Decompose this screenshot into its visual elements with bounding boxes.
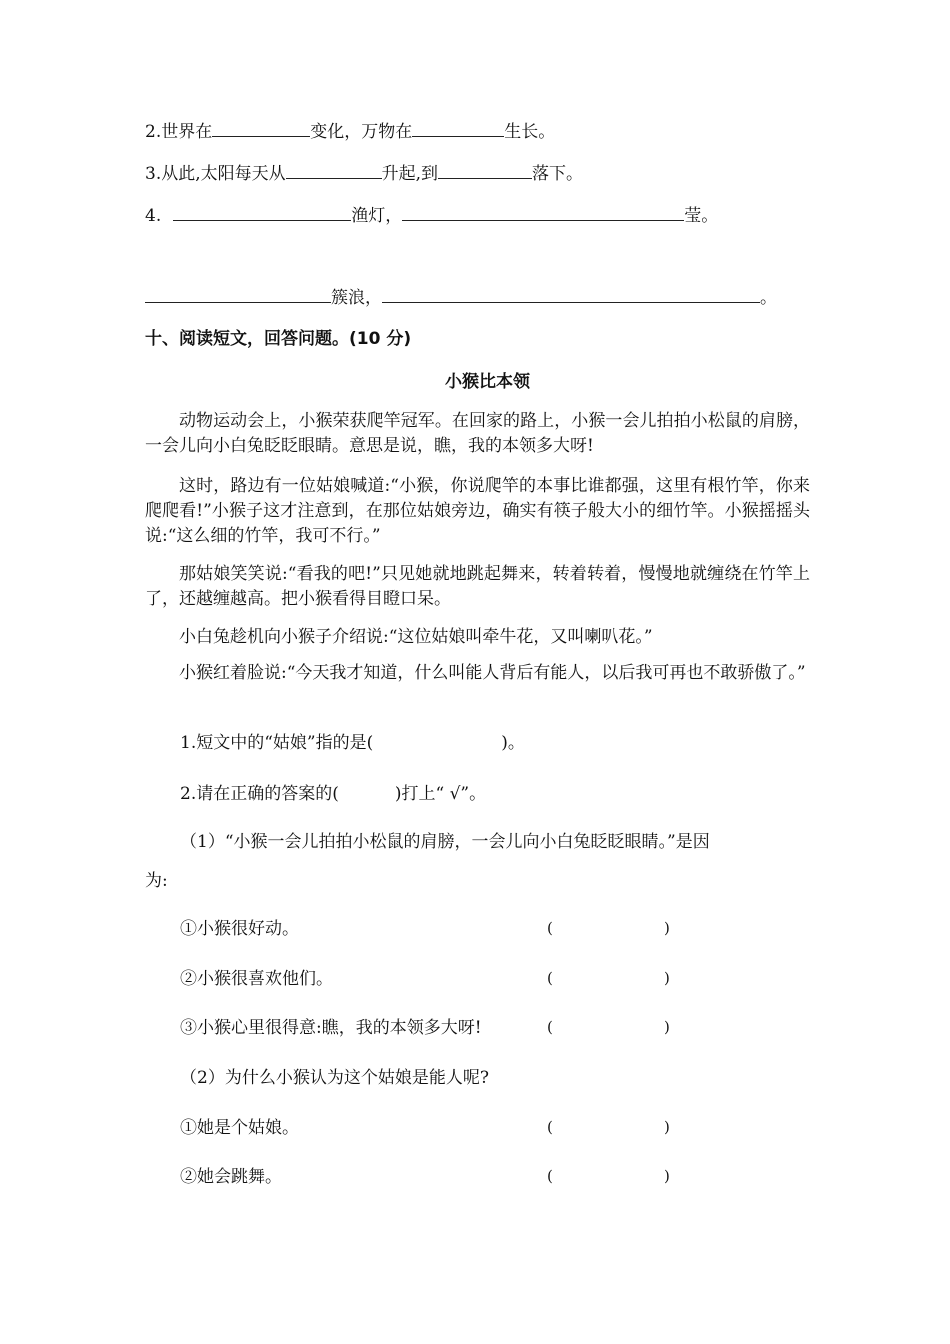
fill-blank-q3 — [145, 160, 583, 187]
q4-part4: 。 — [760, 288, 777, 308]
section-heading: 十、阅读短文，回答问题。(10 分) — [145, 329, 412, 349]
q1-suffix: )。 — [501, 733, 525, 753]
passage-paragraph: 那姑娘笑笑说:“看我的吧!”只见她就地跳起舞来，转着转着，慢慢地就缠绕在竹竿上了，还越缠越高。把小猴看得目瞪口呆。 — [145, 564, 810, 609]
q2-part3: 生长。 — [504, 122, 556, 142]
passage-title: 小猴比本领 — [445, 372, 530, 392]
option-item: ②小猴很喜欢他们。 — [180, 969, 333, 989]
question-1 — [180, 730, 525, 756]
sub-question-2: （2）为什么小猴认为这个姑娘是能人呢? — [180, 1068, 489, 1088]
q1-prefix: 1.短文中的“姑娘”指的是( — [180, 733, 374, 753]
q3-part2: 升起,到 — [381, 164, 439, 184]
q4-part2: 莹。 — [684, 206, 719, 226]
paren-open[interactable]: ( — [547, 1167, 553, 1185]
paren-open[interactable]: ( — [547, 1018, 553, 1036]
passage-paragraph: 这时，路边有一位姑娘喊道:“小猴，你说爬竿的本事比谁都强，这里有根竹竿，你来爬爬看!”小猴子这才注意到，在那位姑娘旁边，确实有筷子般大小的细竹竿。小猴摇摇头说:“这么细的竹竿，我可不行。” — [145, 476, 810, 546]
answer-blank[interactable] — [145, 284, 331, 303]
answer-blank[interactable] — [286, 160, 382, 179]
passage-paragraph: 小白兔趁机向小猴子介绍说:“这位姑娘叫牵牛花，又叫喇叭花。” — [179, 627, 653, 647]
option-item: ①小猴很好动。 — [180, 919, 299, 939]
q2-number: 2. — [145, 122, 162, 142]
q4-part1: 渔灯， — [351, 206, 403, 226]
q2-prefix: 2.请在正确的答案的( — [180, 784, 339, 804]
sub-question-1: （1）“小猴一会儿拍拍小松鼠的肩膀，一会儿向小白兔眨眨眼睛。”是因 — [180, 832, 710, 852]
question-2 — [180, 781, 486, 807]
fill-blank-q4 — [145, 202, 718, 229]
answer-blank[interactable] — [438, 160, 532, 179]
q4-number: 4. — [145, 206, 162, 226]
paren-close[interactable]: ) — [664, 969, 670, 987]
answer-blank[interactable] — [412, 118, 504, 137]
answer-blank[interactable] — [402, 202, 684, 221]
fill-blank-q4-cont — [145, 284, 777, 311]
passage-paragraph: 动物运动会上，小猴荣获爬竿冠军。在回家的路上，小猴一会儿拍拍小松鼠的肩膀，一会儿向小白兔眨眨眼睛。意思是说，瞧，我的本领多大呀! — [145, 411, 810, 456]
paren-open[interactable]: ( — [547, 919, 553, 937]
q2-suffix: )打上“ √”。 — [394, 784, 487, 804]
q3-part3: 落下。 — [532, 164, 584, 184]
option-item: ①她是个姑娘。 — [180, 1118, 299, 1138]
q2-part1: 世界在 — [161, 122, 213, 142]
q4-part3: 簇浪， — [331, 288, 382, 308]
paren-open[interactable]: ( — [547, 1118, 553, 1136]
sub-question-1-cont: 为: — [145, 871, 168, 891]
answer-blank[interactable] — [173, 202, 351, 221]
paren-close[interactable]: ) — [664, 1167, 670, 1185]
passage-paragraph: 小猴红着脸说:“今天我才知道，什么叫能人背后有能人，以后我可再也不敢骄傲了。” — [179, 663, 806, 683]
fill-blank-q2 — [145, 118, 555, 145]
paren-close[interactable]: ) — [664, 919, 670, 937]
paren-open[interactable]: ( — [547, 969, 553, 987]
q3-number: 3. — [145, 164, 162, 184]
paren-close[interactable]: ) — [664, 1118, 670, 1136]
option-item: ③小猴心里很得意:瞧，我的本领多大呀! — [180, 1018, 482, 1038]
q3-part1: 从此,太阳每天从 — [161, 164, 286, 184]
option-item: ②她会跳舞。 — [180, 1167, 282, 1187]
answer-blank[interactable] — [382, 284, 760, 303]
paren-close[interactable]: ) — [664, 1018, 670, 1036]
q2-part2: 变化，万物在 — [310, 122, 413, 142]
answer-blank[interactable] — [212, 118, 310, 137]
